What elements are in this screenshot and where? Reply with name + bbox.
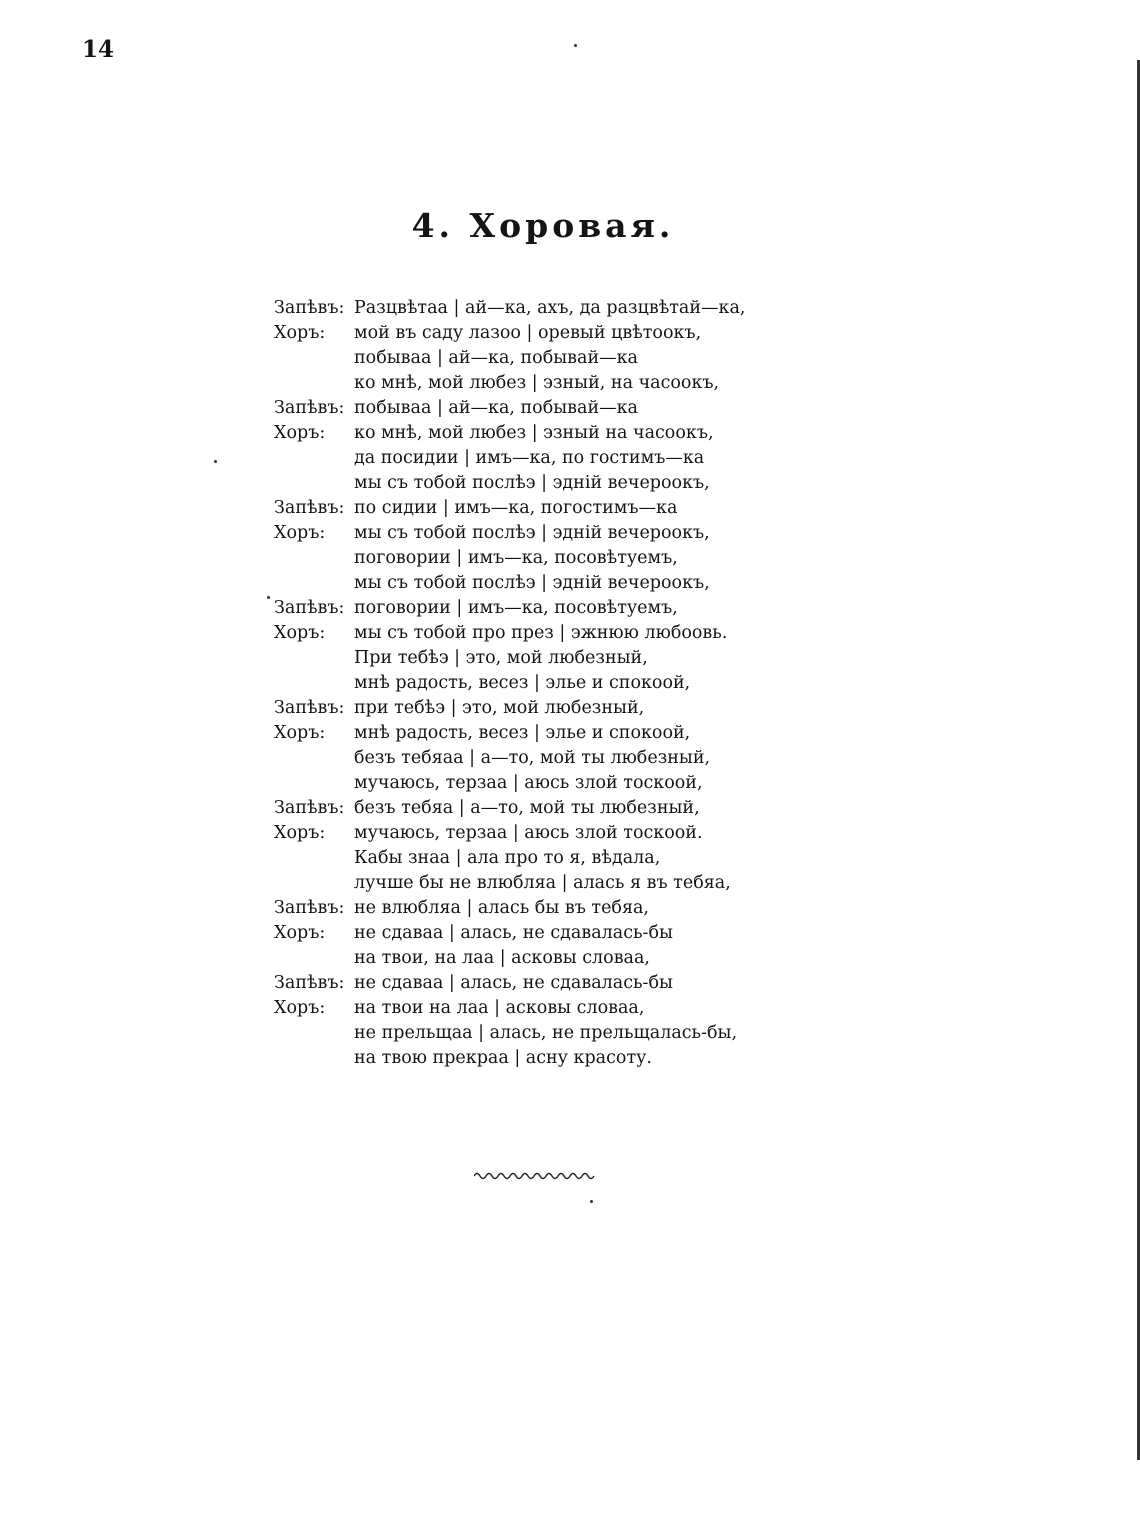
verse-text: мнѣ радость, весез | элье и спокоой, bbox=[354, 673, 691, 693]
verse-speaker: Запѣвъ: bbox=[274, 398, 345, 418]
page-number: 14 bbox=[82, 36, 115, 63]
verse-speaker: Хоръ: bbox=[274, 623, 326, 643]
verse-text: на твою прекраа | асну красоту. bbox=[354, 1048, 652, 1068]
ornament-divider bbox=[474, 1170, 598, 1182]
verse-text: При тебѣэ | это, мой любезный, bbox=[354, 648, 648, 668]
verse-text: не сдаваа | алась, не сдавалась-бы bbox=[354, 923, 673, 943]
verse-text: при тебѣэ | это, мой любезный, bbox=[354, 698, 645, 718]
verse-line bbox=[274, 946, 834, 971]
verse-line bbox=[274, 546, 834, 571]
verse-line bbox=[274, 871, 834, 896]
verse-text: поговории | имъ—ка, посовѣтуемъ, bbox=[354, 598, 678, 618]
verse-text: побываа | ай—ка, побывай—ка bbox=[354, 348, 638, 368]
verse-line bbox=[274, 571, 834, 596]
verse-text: безъ тебяа | а—то, мой ты любезный, bbox=[354, 798, 700, 818]
verse-speaker: Запѣвъ: bbox=[274, 498, 345, 518]
verse-line bbox=[274, 396, 834, 421]
verse-text: на твои, на лаа | асковы словаа, bbox=[354, 948, 650, 968]
verse-speaker: Хоръ: bbox=[274, 723, 326, 743]
verse-speaker: Запѣвъ: bbox=[274, 698, 345, 718]
verse-text: Кабы знаа | ала про то я, вѣдала, bbox=[354, 848, 661, 868]
verse-text: Разцвѣтаа | ай—ка, ахъ, да разцвѣтай—ка, bbox=[354, 298, 746, 318]
verse-line bbox=[274, 646, 834, 671]
verse-text: мучаюсь, терзаа | аюсь злой тоскоой, bbox=[354, 773, 703, 793]
verse-line bbox=[274, 371, 834, 396]
verse-speaker: Запѣвъ: bbox=[274, 598, 345, 618]
verse-text: мучаюсь, терзаа | аюсь злой тоскоой. bbox=[354, 823, 703, 843]
verse-text: побываа | ай—ка, побывай—ка bbox=[354, 398, 638, 418]
verse-speaker: Хоръ: bbox=[274, 523, 326, 543]
verse-text: не влюбляа | алась бы въ тебяа, bbox=[354, 898, 649, 918]
verse-text: лучше бы не влюбляа | алась я въ тебяа, bbox=[354, 873, 731, 893]
verse-line bbox=[274, 321, 834, 346]
verse-speaker: Хоръ: bbox=[274, 823, 326, 843]
verse-line bbox=[274, 796, 834, 821]
verse-speaker: Хоръ: bbox=[274, 423, 326, 443]
verse-line bbox=[274, 996, 834, 1021]
verse-line bbox=[274, 846, 834, 871]
verse-line bbox=[274, 496, 834, 521]
verse-text: поговории | имъ—ка, посовѣтуемъ, bbox=[354, 548, 678, 568]
verse-line bbox=[274, 971, 834, 996]
verse-text: безъ тебяаа | а—то, мой ты любезный, bbox=[354, 748, 711, 768]
verse-line bbox=[274, 421, 834, 446]
verse-text: мы съ тобой послѣэ | эдній вечероокъ, bbox=[354, 573, 710, 593]
verse-text: не сдаваа | алась, не сдавалась-бы bbox=[354, 973, 673, 993]
verse-line bbox=[274, 471, 834, 496]
verse-line bbox=[274, 1046, 834, 1071]
verse-line bbox=[274, 696, 834, 721]
verse-line bbox=[274, 446, 834, 471]
verse-line bbox=[274, 746, 834, 771]
verse-line bbox=[274, 721, 834, 746]
verse-line bbox=[274, 821, 834, 846]
verse-text: мы съ тобой послѣэ | эдній вечероокъ, bbox=[354, 473, 710, 493]
verse-speaker: Хоръ: bbox=[274, 323, 326, 343]
verse-text: по сидии | имъ—ка, погостимъ—ка bbox=[354, 498, 678, 518]
verse-speaker: Запѣвъ: bbox=[274, 898, 345, 918]
verse-speaker: Хоръ: bbox=[274, 998, 326, 1018]
scan-speck bbox=[267, 596, 270, 599]
verse-speaker: Запѣвъ: bbox=[274, 798, 345, 818]
verse-text: ко мнѣ, мой любез | эзный, на часоокъ, bbox=[354, 373, 720, 393]
verse-line bbox=[274, 296, 834, 321]
verse-line bbox=[274, 771, 834, 796]
verse-text: да посидии | имъ—ка, по гостимъ—ка bbox=[354, 448, 705, 468]
verse-line bbox=[274, 596, 834, 621]
scan-speck bbox=[590, 1200, 593, 1203]
verse-text: мы съ тобой про през | эжнюю любоовь. bbox=[354, 623, 728, 643]
verse-line bbox=[274, 1021, 834, 1046]
verse-text: мой въ саду лазоо | оревый цвѣтоокъ, bbox=[354, 323, 702, 343]
verse-text: ко мнѣ, мой любез | эзный на часоокъ, bbox=[354, 423, 714, 443]
verse-line bbox=[274, 896, 834, 921]
verse-text: не прельщаа | алась, не прельщалась-бы, bbox=[354, 1023, 738, 1043]
scan-speck bbox=[214, 460, 217, 463]
scan-speck bbox=[574, 44, 577, 47]
verse-speaker: Запѣвъ: bbox=[274, 298, 345, 318]
verse-line bbox=[274, 921, 834, 946]
verse-speaker: Хоръ: bbox=[274, 923, 326, 943]
verse-line bbox=[274, 671, 834, 696]
verse-line bbox=[274, 521, 834, 546]
verse-line bbox=[274, 621, 834, 646]
verse-text: мнѣ радость, весез | элье и спокоой, bbox=[354, 723, 691, 743]
verse-text: мы съ тобой послѣэ | эдній вечероокъ, bbox=[354, 523, 710, 543]
verse-text: на твои на лаа | асковы словаа, bbox=[354, 998, 645, 1018]
verse-speaker: Запѣвъ: bbox=[274, 973, 345, 993]
song-verses bbox=[274, 296, 834, 1071]
page-title: 4. Хоровая. bbox=[411, 206, 675, 245]
verse-line bbox=[274, 346, 834, 371]
